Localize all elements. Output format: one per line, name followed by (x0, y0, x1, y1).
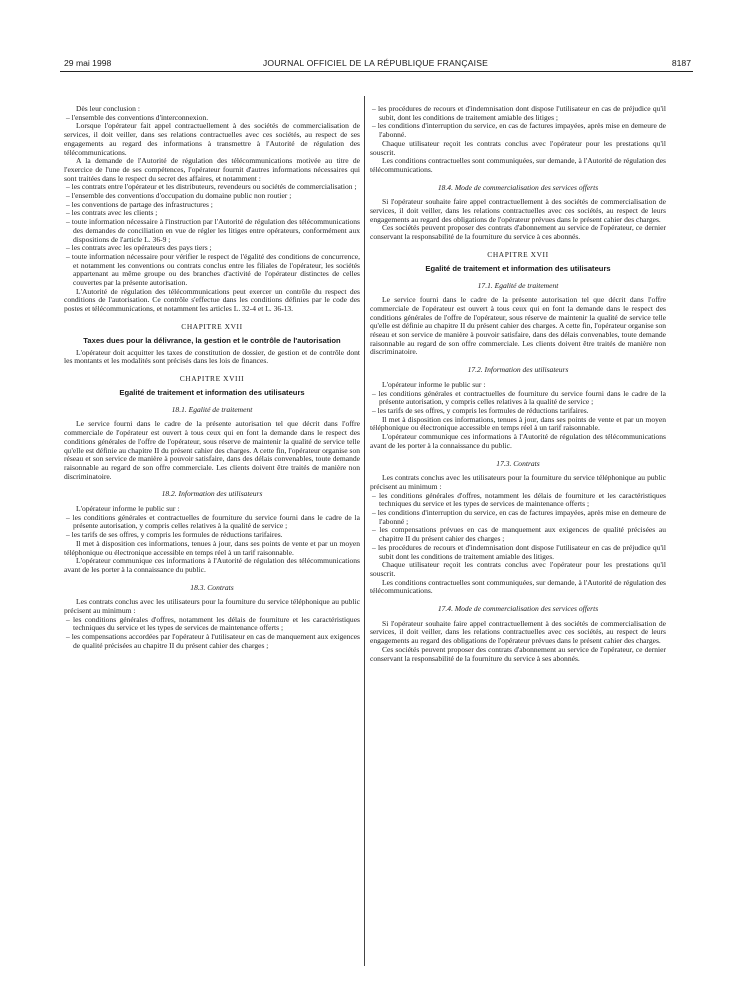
list-item: – les conditions générales et contractuelles de fourniture du service fourni dans le cadre de la présente autorisation, y compris celles relatives à la qualité de service ; (66, 512, 360, 531)
paragraph: Il met à disposition ces informations, tenues à jour, dans ses points de vente et par un moyen téléphonique ou électronique accessible en temps réel à un tarif raisonnable. (370, 414, 666, 433)
column-divider (364, 96, 365, 966)
chapter-heading: CHAPITRE XVIII (179, 373, 245, 383)
section-heading: 17.2. Information des utilisateurs (467, 365, 569, 375)
paragraph: L'opérateur communique ces informations à l'Autorité de régulation des télécommunications avant de les porter à la connaissance du public. (370, 432, 666, 450)
paragraph: L'Autorité de régulation des télécommunications peut exercer un contrôle du respect des conditions de l'autorisation. Ce contrôle s'effectue dans les conditions définies par le code des postes et télécommunications, et notamment les articles L. 32-4 et L. 36-13. (64, 286, 360, 314)
list-item: – les tarifs de ses offres, y compris les formules de réductions tarifaires. (372, 405, 589, 415)
list-item: – les conditions d'interruption du service, en cas de factures impayées, après mise en demeure de l'abonné ; (372, 508, 666, 526)
list-item: – les conditions générales d'offres, notamment les délais de fourniture et les caractéristiques techniques du service et les types de services de maintenance offerts ; (66, 614, 360, 633)
paragraph: Si l'opérateur souhaite faire appel contractuellement à des sociétés de commercialisation de services, il doit veiller, dans les relations contractuelles avec ces sociétés, au respect de leurs engagements au regard des obligations de l'opérateur prévues dans le présent cahier des charges. (370, 618, 666, 646)
journal-title: JOURNAL OFFICIEL DE LA RÉPUBLIQUE FRANÇAISE (262, 58, 489, 68)
list-item: – les procédures de recours et d'indemnisation dont dispose l'utilisateur en cas de préjudice qu'il subit dont les conditions de traitement amiable des litiges. (372, 542, 666, 561)
paragraph: Dès leur conclusion : (76, 104, 140, 113)
page-number: 8187 (671, 58, 691, 68)
chapter-heading: CHAPITRE XVII (487, 249, 549, 259)
page-header (60, 58, 691, 72)
section-heading: 18.2. Information des utilisateurs (161, 489, 263, 499)
list-item: – les conditions d'interruption du service, en cas de factures impayées, après mise en demeure de l'abonné. (372, 121, 666, 140)
issue-date: 29 mai 1998 (64, 58, 112, 68)
list-item: – les conditions générales et contractuelles de fourniture du service fourni dans le cadre de la présente autorisation, y compris celles relatives à la qualité de service ; (372, 388, 666, 407)
paragraph: Les contrats conclus avec les utilisateurs pour la fourniture du service téléphonique au public précisent au minimum : (64, 597, 360, 616)
paragraph: Chaque utilisateur reçoit les contrats conclus avec l'opérateur pour les prestations qu'il souscrit. (370, 560, 666, 578)
section-heading: 18.3. Contrats (190, 582, 234, 592)
paragraph: Ces sociétés peuvent proposer des contrats d'abonnement au service de l'opérateur, ce dernier conservant la responsabilité de la fourniture du service à ses abonnés. (370, 644, 666, 663)
paragraph: L'opérateur communique ces informations à l'Autorité de régulation des télécommunications avant de les porter à la connaissance du public. (64, 556, 360, 574)
list-item: – toute information nécessaire pour vérifier le respect de l'égalité des conditions de concurrence, et notamment les conventions ou contrats conclus entre les filiales de l'opérateur, les sociétés appartenant au même groupe ou des branches d'activité de l'opérateur distinctes de celles couvertes par la présente autorisation. (66, 251, 360, 288)
paragraph: A la demande de l'Autorité de régulation des télécommunications motivée au titre de l'exercice de l'une de ses compétences, l'opérateur fournit d'autres informations nécessaires qui sont traitées dans le respect du secret des affaires, et notamment : (64, 156, 360, 183)
paragraph: Les conditions contractuelles sont communiquées, sur demande, à l'Autorité de régulation des télécommunications. (370, 577, 666, 596)
section-heading: 17.1. Egalité de traitement (477, 280, 559, 290)
paragraph: Si l'opérateur souhaite faire appel contractuellement à des sociétés de commercialisation de services, il doit veiller, dans les relations contractuelles avec ces sociétés, au respect de leurs engagements au regard des obligations de l'opérateur prévues dans le présent cahier des charges. (370, 197, 666, 224)
paragraph: Les contrats conclus avec les utilisateurs pour la fourniture du service téléphonique au public précisent au minimum : (370, 473, 666, 491)
section-heading: 17.3. Contrats (496, 458, 540, 468)
list-item: – les contrats avec les clients ; (66, 208, 158, 218)
chapter-title: Egalité de traitement et information des utilisateurs (425, 263, 611, 273)
paragraph: Le service fourni dans le cadre de la présente autorisation tel que décrit dans l'offre commerciale de l'opérateur est ouvert à tous ceux qui en font la demande dans le respect des conditions générales de l'offre de l'opérateur, sous réserve de maintenir la qualité de service telle qu'elle est définie au chapitre II du présent cahier des charges. A cette fin, l'opérateur organise son réseau et son service de manière à pouvoir satisfaire, dans des délais convenables, toute demande raisonnable au regard de son offre commerciale. Les clients doivent être traités de manière non discriminatoire. (64, 419, 360, 481)
list-item: – toute information nécessaire à l'instruction par l'Autorité de régulation des télécommunications des demandes de conciliation en vue de régler les litiges entre opérateurs, conformément aux dispositions de l'article L. 36-9 ; (66, 217, 360, 244)
paragraph: Il met à disposition ces informations, tenues à jour, dans ses points de vente et par un moyen téléphonique ou électronique accessible en temps réel à un tarif raisonnable. (64, 538, 360, 557)
paragraph: L'opérateur doit acquitter les taxes de constitution de dossier, de gestion et de contrôle dont les montants et les modalités sont précisés dans les lois de finances. (64, 347, 360, 366)
list-item: – les conditions générales d'offres, notamment les délais de fourniture et les caractéristiques techniques du service et les types de services de maintenance offerts ; (372, 490, 666, 509)
chapter-title: Egalité de traitement et information des utilisateurs (119, 387, 305, 397)
list-item: – les tarifs de ses offres, y compris les formules de réductions tarifaires. (66, 530, 283, 540)
section-heading: 17.4. Mode de commercialisation des services offerts (437, 604, 599, 614)
list-item: – les contrats entre l'opérateur et les distributeurs, revendeurs ou sociétés de commercialisation ; (66, 182, 357, 192)
right-column (370, 105, 666, 663)
paragraph: Les conditions contractuelles sont communiquées, sur demande, à l'Autorité de régulation des télécommunications. (370, 156, 666, 174)
paragraph: L'opérateur informe le public sur : (382, 379, 486, 389)
list-item: – les procédures de recours et d'indemnisation dont dispose l'utilisateur en cas de préjudice qu'il subit, dont les conditions de traitement amiable des litiges ; (372, 104, 666, 122)
chapter-title: Taxes dues pour la délivrance, la gestion et le contrôle de l'autorisation (83, 335, 341, 345)
paragraph: Chaque utilisateur reçoit les contrats conclus avec l'opérateur pour les prestations qu'il souscrit. (370, 138, 666, 157)
list-item: – les contrats avec les opérateurs des pays tiers ; (66, 243, 212, 253)
list-item: – l'ensemble des conventions d'interconnexion. (66, 112, 209, 122)
paragraph: Le service fourni dans le cadre de la présente autorisation tel que décrit dans l'offre commerciale de l'opérateur est ouvert à tous ceux qui en font la demande dans le respect des conditions générales de l'offre de l'opérateur, sous réserve de maintenir la qualité de service telle qu'elle est définie au chapitre II du présent cahier des charges. A cette fin, l'opérateur organise son réseau et son service de manière à pouvoir satisfaire, dans des délais convenables, toute demande raisonnable au regard de son offre commerciale. Les clients doivent être traités de manière non discriminatoire. (370, 295, 666, 357)
section-heading: 18.1. Egalité de traitement (171, 404, 253, 414)
list-item: – l'ensemble des conventions d'occupation du domaine public non routier ; (66, 191, 292, 201)
list-item: – les compensations accordées par l'opérateur à l'utilisateur en cas de manquement aux exigences de qualité précisées au chapitre II du présent cahier des charges ; (66, 632, 360, 650)
paragraph: Lorsque l'opérateur fait appel contractuellement à des sociétés de commercialisation de services, il doit veiller, dans ses relations contractuelles avec ces sociétés, au respect de ses engagements au regard des informations à transmettre à l'Autorité de régulation des télécommunications. (64, 121, 360, 157)
left-column (64, 105, 360, 651)
paragraph: Ces sociétés peuvent proposer des contrats d'abonnement au service de l'opérateur, ce dernier conservant la responsabilité de la fourniture du service à ces abonnés. (370, 223, 666, 242)
chapter-heading: CHAPITRE XVII (181, 321, 243, 331)
section-heading: 18.4. Mode de commercialisation des services offerts (437, 182, 599, 192)
paragraph: L'opérateur informe le public sur : (76, 504, 180, 514)
list-item: – les conventions de partage des infrastructures ; (66, 199, 213, 209)
header-rule (60, 71, 693, 72)
list-item: – les compensations prévues en cas de manquement aux exigences de qualité précisées au chapitre II du présent cahier des charges ; (372, 525, 666, 544)
